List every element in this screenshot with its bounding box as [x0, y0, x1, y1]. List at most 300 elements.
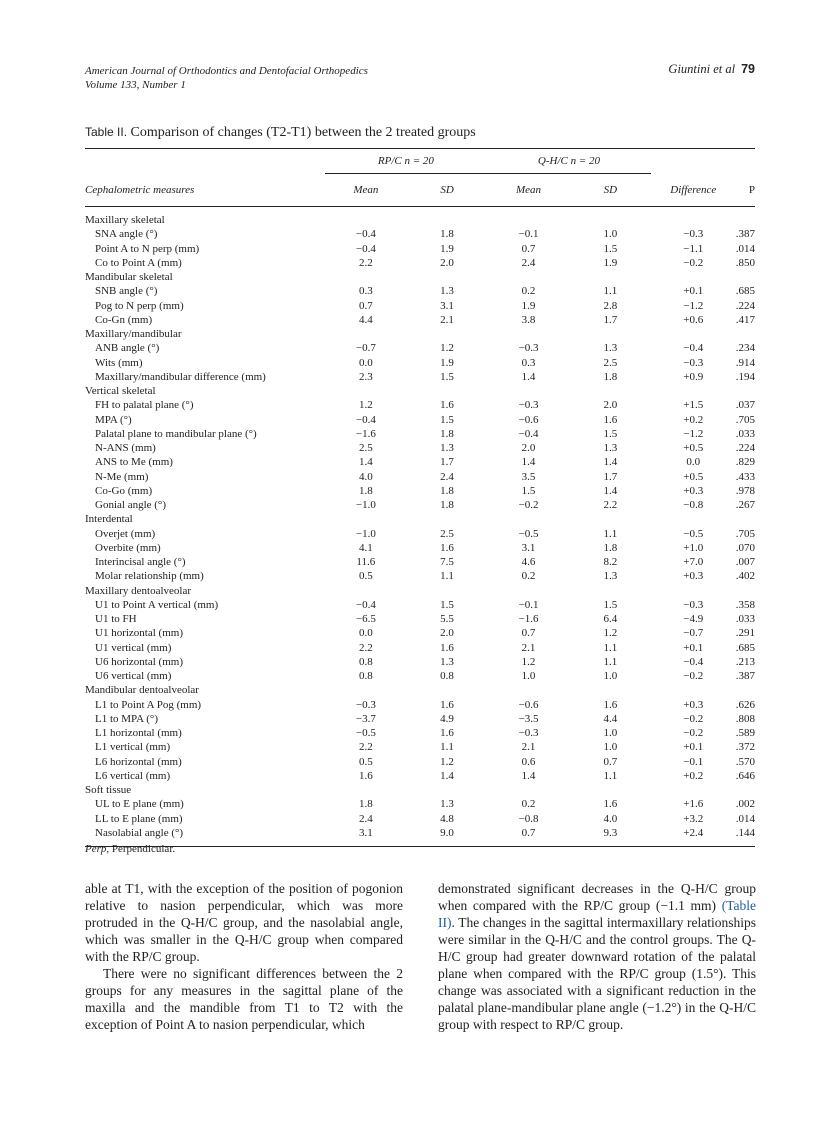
sd-1: 2.0 [440, 256, 454, 269]
mean-1: 2.4 [358, 812, 373, 825]
table-row [85, 242, 755, 256]
measure-name: L1 to MPA (°) [95, 712, 158, 725]
measure-name: Co-Go (mm) [95, 484, 153, 497]
mean-2: −1.6 [518, 613, 539, 626]
mean-1: 2.2 [358, 741, 373, 754]
table-row [85, 626, 755, 640]
sd-1: 5.5 [440, 613, 454, 626]
mean-1: 1.2 [358, 399, 373, 412]
difference: −0.8 [683, 499, 704, 512]
section-label: Interdental [85, 513, 133, 526]
table-row [85, 669, 755, 683]
measure-name: Gonial angle (°) [95, 499, 166, 512]
table-row [85, 313, 755, 327]
sd-1: 1.5 [440, 413, 454, 426]
mean-2: 0.7 [487, 826, 570, 847]
sd-1: 1.6 [440, 727, 454, 740]
sd-2: 1.9 [603, 256, 618, 269]
difference: −0.4 [683, 342, 704, 355]
table-row [85, 256, 755, 270]
mean-1: −0.7 [355, 342, 376, 355]
paragraph: There were no significant differences between the 2 groups for any measures in the sagittal plane of the maxilla and the mandible from T1 to T2 with the exception of Point A to nasion perpendicular, which [85, 966, 403, 1032]
mean-2: 4.6 [521, 556, 536, 569]
text-run: demonstrated significant decreases in the Q-H/C group when compared with the RP/C group (−1.1 mm) [438, 881, 756, 913]
table-row [85, 555, 755, 569]
sd-1: 1.9 [440, 356, 454, 369]
table-row [85, 398, 755, 412]
mean-2: −0.1 [518, 228, 539, 241]
p-value: .685 [735, 285, 755, 298]
sd-2: 2.8 [603, 299, 618, 312]
p-value: .387 [735, 228, 755, 241]
measure-name: L1 to Point A Pog (mm) [95, 698, 202, 711]
measure-name: L1 horizontal (mm) [95, 727, 182, 740]
table-row [85, 769, 755, 783]
mean-2: −0.1 [518, 598, 539, 611]
difference: −1.1 [683, 242, 704, 255]
table-row [85, 341, 755, 355]
sd-2: 1.1 [603, 769, 618, 782]
sd-1: 1.8 [440, 499, 454, 512]
p-value: .372 [735, 741, 755, 754]
sd-2: 1.6 [603, 798, 618, 811]
section-row [85, 327, 755, 341]
section-label: Maxillary skeletal [85, 214, 165, 227]
sd-1: 1.1 [440, 741, 454, 754]
mean-1: 0.7 [358, 299, 373, 312]
difference: −0.2 [683, 670, 704, 683]
mean-2: −0.2 [518, 499, 539, 512]
p-value: .014 [735, 242, 755, 255]
mean-2: −0.6 [518, 413, 539, 426]
mean-1: −0.4 [355, 242, 376, 255]
table-footnote [85, 843, 175, 855]
section-label: Maxillary dentoalveolar [85, 584, 191, 597]
sd-1: 1.5 [440, 370, 454, 383]
difference: 0.0 [686, 456, 701, 469]
difference: +1.6 [683, 798, 704, 811]
mean-1: 2.3 [358, 370, 373, 383]
sd-2: 1.1 [603, 527, 618, 540]
sd-1: 1.7 [440, 456, 454, 469]
sd-2: 1.1 [603, 655, 618, 668]
p-value: .808 [735, 712, 755, 725]
mean-2: 0.2 [521, 798, 536, 811]
sd-2: 1.8 [603, 370, 618, 383]
mean-1: 0.3 [358, 285, 373, 298]
sd-2: 1.6 [603, 698, 618, 711]
sd-2: 1.4 [603, 456, 618, 469]
mean-2: −0.3 [518, 727, 539, 740]
column-header-row [85, 174, 755, 207]
mean-1: 2.5 [358, 442, 373, 455]
sd-2: 4.0 [603, 812, 618, 825]
page-number: 79 [741, 62, 755, 76]
difference: −0.3 [683, 356, 704, 369]
col-mean-2: Mean [487, 174, 570, 207]
sd-1: 1.4 [440, 769, 454, 782]
p-value: .914 [735, 356, 755, 369]
section-label: Vertical skeletal [85, 385, 156, 398]
mean-1: −3.7 [355, 712, 376, 725]
measure-name: MPA (°) [95, 413, 132, 426]
mean-2: −0.3 [518, 399, 539, 412]
difference: +0.1 [683, 641, 704, 654]
difference: +0.5 [683, 470, 704, 483]
section-row [85, 270, 755, 284]
table-row [85, 655, 755, 669]
mean-1: −0.4 [355, 228, 376, 241]
mean-2: 1.5 [521, 484, 536, 497]
difference: −0.1 [683, 755, 704, 768]
measure-name: U1 to FH [95, 613, 137, 626]
table-row [85, 527, 755, 541]
sd-1: 1.6 [440, 641, 454, 654]
difference: +0.3 [683, 484, 704, 497]
table-row [85, 284, 755, 298]
mean-1: −0.3 [355, 698, 376, 711]
mean-2: 0.6 [521, 755, 536, 768]
sd-1: 1.3 [440, 285, 454, 298]
table-row [85, 498, 755, 512]
p-value: .224 [735, 442, 755, 455]
col-difference: Difference [651, 174, 736, 207]
table-row [85, 755, 755, 769]
measure-name: Pog to N perp (mm) [95, 299, 184, 312]
sd-1: 1.6 [440, 698, 454, 711]
running-header-journal [85, 64, 368, 92]
table-row [85, 598, 755, 612]
table-row [85, 826, 755, 847]
section-row [85, 207, 755, 228]
table-row [85, 227, 755, 241]
mean-2: 0.7 [521, 627, 536, 640]
mean-1: 0.0 [358, 627, 373, 640]
sd-1: 1.8 [440, 427, 454, 440]
measure-name: SNA angle (°) [95, 228, 158, 241]
table-row [85, 641, 755, 655]
sd-2: 8.2 [603, 556, 618, 569]
p-value: .267 [735, 499, 755, 512]
difference: +0.1 [683, 741, 704, 754]
mean-1: 3.1 [325, 826, 407, 847]
sd-2: 1.5 [603, 242, 618, 255]
table-row [85, 740, 755, 754]
group1-header: RP/C n = 20 [325, 149, 487, 174]
difference: −0.7 [683, 627, 704, 640]
sd-2: 2.2 [603, 499, 618, 512]
p-value: .037 [735, 399, 755, 412]
mean-1: −0.4 [355, 598, 376, 611]
sd-2: 1.1 [603, 285, 618, 298]
mean-1: −0.5 [355, 727, 376, 740]
table-row [85, 797, 755, 811]
sd-1: 1.6 [440, 399, 454, 412]
p-value: .705 [735, 413, 755, 426]
table-row [85, 470, 755, 484]
sd-2: 1.2 [603, 627, 618, 640]
sd-1: 1.3 [440, 655, 454, 668]
difference: +0.5 [683, 442, 704, 455]
footnote-abbr: Perp, [85, 843, 110, 855]
paragraph: able at T1, with the exception of the position of pogonion relative to nasion perpendicular, which was more protruded in the Q-H/C group, and the nasolabial angle, which was smaller in the Q-H/C group when compared with the RP/C group. [85, 881, 403, 964]
difference: −0.4 [683, 655, 704, 668]
p-value: .194 [735, 370, 755, 383]
difference: +0.6 [683, 313, 704, 326]
section-row [85, 384, 755, 398]
p-value: .234 [735, 342, 755, 355]
sd-2: 1.0 [603, 670, 618, 683]
sd-1: 2.1 [440, 313, 454, 326]
table-label: Table II. [85, 125, 128, 139]
p-value: .978 [735, 484, 755, 497]
section-row [85, 584, 755, 598]
sd-2: 2.5 [603, 356, 618, 369]
mean-2: 0.2 [521, 570, 536, 583]
table-row [85, 413, 755, 427]
mean-1: 0.5 [358, 570, 373, 583]
sd-1: 1.3 [440, 442, 454, 455]
comparison-table [85, 148, 755, 847]
p-value: .291 [735, 627, 755, 640]
p-value: .570 [735, 755, 755, 768]
table-caption [85, 125, 476, 141]
measure-name: Overbite (mm) [95, 541, 161, 554]
sd-2: 9.3 [570, 826, 651, 847]
sd-2: 1.5 [603, 598, 618, 611]
difference: +0.2 [683, 769, 704, 782]
journal-name: American Journal of Orthodontics and Dentofacial Orthopedics [85, 65, 368, 77]
mean-1: −1.0 [355, 499, 376, 512]
difference: +0.9 [683, 370, 704, 383]
table-row [85, 812, 755, 826]
measure-name: LL to E plane (mm) [95, 812, 183, 825]
sd-2: 1.6 [603, 413, 618, 426]
section-row [85, 683, 755, 697]
mean-1: 11.6 [356, 556, 376, 569]
sd-1: 1.1 [440, 570, 454, 583]
p-value: .033 [735, 613, 755, 626]
mean-1: 4.0 [358, 470, 373, 483]
difference: −1.2 [683, 299, 704, 312]
difference: −0.3 [683, 228, 704, 241]
p-value: .850 [735, 256, 755, 269]
mean-1: 0.0 [358, 356, 373, 369]
sd-1: 3.1 [440, 299, 454, 312]
table-row [85, 612, 755, 626]
measure-name: FH to palatal plane (°) [95, 399, 194, 412]
table-row [85, 441, 755, 455]
col-sd-2: SD [570, 174, 651, 207]
measure-name: Co to Point A (mm) [95, 256, 182, 269]
difference: +0.3 [683, 698, 704, 711]
mean-2: 2.1 [521, 641, 536, 654]
difference: +0.1 [683, 285, 704, 298]
sd-2: 2.0 [603, 399, 618, 412]
measure-name: L6 horizontal (mm) [95, 755, 182, 768]
mean-1: 1.8 [358, 798, 373, 811]
sd-1: 1.6 [440, 541, 454, 554]
sd-2: 1.0 [603, 727, 618, 740]
table-row [85, 712, 755, 726]
footnote-text: Perpendicular. [109, 843, 176, 855]
sd-1: 1.5 [440, 598, 454, 611]
p-value: .829 [735, 456, 755, 469]
mean-1: −0.4 [355, 413, 376, 426]
col-p: P [736, 174, 755, 207]
table-row [85, 484, 755, 498]
mean-2: 3.1 [521, 541, 536, 554]
sd-1: 7.5 [440, 556, 454, 569]
sd-2: 1.8 [603, 541, 618, 554]
sd-2: 1.7 [603, 313, 618, 326]
measure-name: L1 vertical (mm) [95, 741, 171, 754]
measure-name: U1 to Point A vertical (mm) [95, 598, 219, 611]
table-row [85, 455, 755, 469]
measure-name: UL to E plane (mm) [95, 798, 184, 811]
table-row [85, 726, 755, 740]
sd-1: 1.8 [440, 484, 454, 497]
mean-1: −1.0 [355, 527, 376, 540]
p-value: .070 [735, 541, 755, 554]
body-column-right [438, 880, 756, 1033]
col-sd-1: SD [407, 174, 487, 207]
mean-1: −6.5 [355, 613, 376, 626]
sd-2: 1.1 [603, 641, 618, 654]
col-measure: Cephalometric measures [85, 174, 325, 207]
p-value: .014 [735, 812, 755, 825]
sd-1: 0.8 [440, 670, 454, 683]
difference: −0.2 [683, 727, 704, 740]
mean-1: 0.8 [358, 655, 373, 668]
difference: −0.2 [683, 712, 704, 725]
sd-2: 1.3 [603, 342, 618, 355]
sd-1: 2.4 [440, 470, 454, 483]
measure-name: Wits (mm) [95, 356, 143, 369]
body-column-left [85, 880, 403, 1033]
mean-2: 3.5 [521, 470, 536, 483]
p-value: .007 [735, 556, 755, 569]
sd-1: 1.9 [440, 242, 454, 255]
mean-2: 2.1 [521, 741, 536, 754]
sd-2: 1.0 [603, 228, 618, 241]
p-value: .705 [735, 527, 755, 540]
journal-volume: Volume 133, Number 1 [85, 79, 186, 91]
sd-2: 1.3 [603, 570, 618, 583]
difference: +3.2 [683, 812, 704, 825]
mean-2: −0.6 [518, 698, 539, 711]
sd-1: 1.2 [440, 342, 454, 355]
mean-1: 2.2 [358, 256, 373, 269]
p-value: .685 [735, 641, 755, 654]
text-run: . The changes in the sagittal intermaxillary relationships were similar in the Q-H/C and the control groups. The Q-H/C group had greater downward rotation of the palatal plane when compared with the RP/C group (1.5°). This change was associated with a significant reduction in the palatal plane-mandibular plane angle (−1.2°) in the Q-H/C group with respect to RP/C group. [438, 915, 756, 1032]
measure-name: Interincisal angle (°) [95, 556, 186, 569]
p-value: .626 [735, 698, 755, 711]
authors: Giuntini et al [668, 62, 736, 76]
mean-2: 1.9 [521, 299, 536, 312]
mean-2: 1.0 [521, 670, 536, 683]
sd-1: 1.3 [440, 798, 454, 811]
measure-name: Palatal plane to mandibular plane (°) [95, 427, 257, 440]
difference: +0.2 [683, 413, 704, 426]
p-value: .402 [735, 570, 755, 583]
measure-name: Point A to N perp (mm) [95, 242, 200, 255]
section-row [85, 512, 755, 526]
mean-2: 1.4 [521, 456, 536, 469]
difference: −0.5 [683, 527, 704, 540]
p-value: .002 [735, 798, 755, 811]
mean-1: 2.2 [358, 641, 373, 654]
measure-name: Co-Gn (mm) [95, 313, 153, 326]
p-value: .358 [735, 598, 755, 611]
measure-name: U1 vertical (mm) [95, 641, 172, 654]
mean-2: −3.5 [518, 712, 539, 725]
mean-2: 0.3 [521, 356, 536, 369]
measure-name: L6 vertical (mm) [95, 769, 171, 782]
measure-name: Molar relationship (mm) [95, 570, 204, 583]
sd-1: 1.2 [440, 755, 454, 768]
mean-1: 1.6 [358, 769, 373, 782]
table-row [85, 356, 755, 370]
p-value: .224 [735, 299, 755, 312]
section-label: Soft tissue [85, 784, 132, 797]
group-header-row [85, 149, 755, 174]
section-label: Maxillary/mandibular [85, 328, 182, 341]
table-row [85, 299, 755, 313]
difference: −1.2 [683, 427, 704, 440]
mean-2: 1.4 [521, 370, 536, 383]
measure-name: N-Me (mm) [95, 470, 149, 483]
p-value: .213 [735, 655, 755, 668]
measure-name: ANB angle (°) [95, 342, 160, 355]
table-row [85, 427, 755, 441]
mean-2: 1.2 [521, 655, 536, 668]
section-row [85, 783, 755, 797]
mean-1: 0.8 [358, 670, 373, 683]
mean-1: 0.5 [358, 755, 373, 768]
running-header-right [668, 62, 755, 77]
difference: +1.0 [683, 541, 704, 554]
measure-name: Overjet (mm) [95, 527, 156, 540]
difference: +1.5 [683, 399, 704, 412]
difference: −0.3 [683, 598, 704, 611]
sd-1: 2.5 [440, 527, 454, 540]
p-value: .387 [735, 670, 755, 683]
p-value: .033 [735, 427, 755, 440]
table-row [85, 370, 755, 384]
table-reference-link[interactable]: (Table II) [438, 898, 756, 930]
difference: −4.9 [683, 613, 704, 626]
mean-1: 1.8 [358, 484, 373, 497]
table-row [85, 569, 755, 583]
sd-1: 9.0 [407, 826, 487, 847]
sd-1: 2.0 [440, 627, 454, 640]
measure-name: N-ANS (mm) [95, 442, 156, 455]
mean-1: 1.4 [358, 456, 373, 469]
difference: +2.4 [651, 826, 736, 847]
sd-2: 1.7 [603, 470, 618, 483]
paragraph [438, 880, 756, 1033]
mean-2: 3.8 [521, 313, 536, 326]
col-mean-1: Mean [325, 174, 407, 207]
mean-2: 0.2 [521, 285, 536, 298]
sd-2: 1.0 [603, 741, 618, 754]
table-row [85, 698, 755, 712]
mean-2: −0.5 [518, 527, 539, 540]
mean-2: −0.4 [518, 427, 539, 440]
p-value: .417 [735, 313, 755, 326]
p-value: .433 [735, 470, 755, 483]
